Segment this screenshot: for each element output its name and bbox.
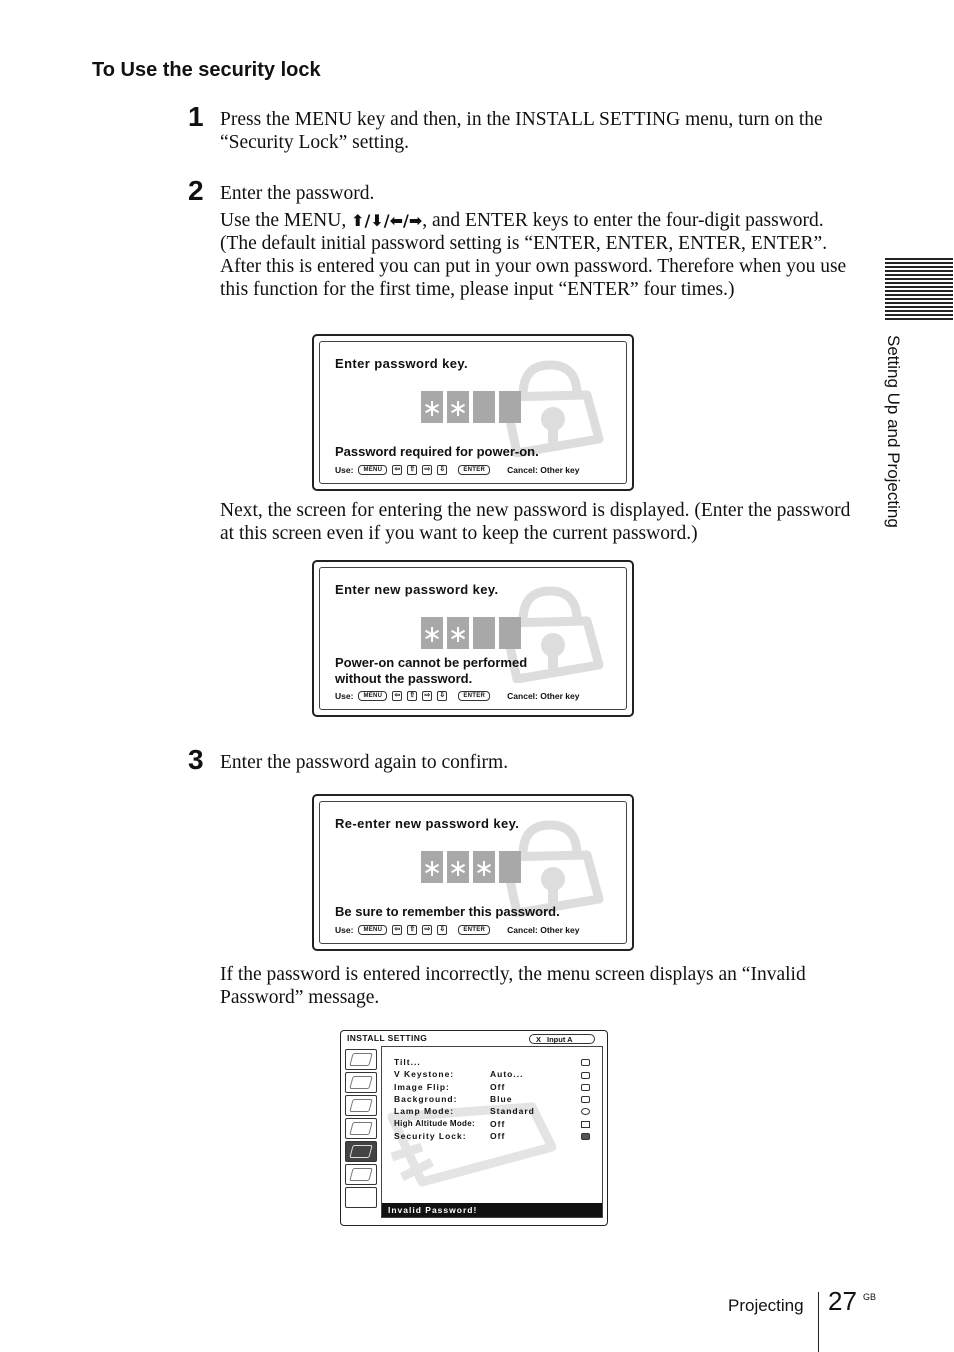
menu-row-high-altitude[interactable] xyxy=(394,1119,505,1129)
side-tab xyxy=(875,335,905,555)
input-icon: X xyxy=(536,1035,542,1044)
use-bar xyxy=(335,465,579,475)
menu-pane xyxy=(381,1046,603,1218)
step-3-text: Enter the password again to confirm. xyxy=(220,752,509,773)
up-arrow-icon: ⇧ xyxy=(407,925,417,935)
use-label: Use: xyxy=(335,691,354,701)
row-value: Off xyxy=(490,1082,506,1092)
password-digit xyxy=(473,391,495,423)
use-bar xyxy=(335,691,579,701)
lock-icon xyxy=(581,1133,590,1140)
password-screen-2 xyxy=(312,560,634,717)
invalid-paragraph: If the password is entered incorrectly, the menu screen displays an “Invalid Password” message. xyxy=(220,964,806,1008)
password-digit: ∗ xyxy=(421,851,443,883)
password-digit xyxy=(499,617,521,649)
down-arrow-icon: ⇩ xyxy=(437,465,447,475)
enter-key: ENTER xyxy=(458,465,490,475)
row-value: Off xyxy=(490,1131,506,1141)
right-arrow-icon: ⇨ xyxy=(422,691,432,701)
menu-row-security-lock[interactable] xyxy=(394,1131,505,1141)
footer-divider xyxy=(818,1292,819,1352)
arrow-keys-icon: ⬆/⬇/⬅/➡ xyxy=(351,211,423,230)
password-digit: ∗ xyxy=(421,617,443,649)
menu-row-v-keystone[interactable] xyxy=(394,1069,523,1079)
password-digit: ∗ xyxy=(421,391,443,423)
message-line-1: Power-on cannot be performed xyxy=(335,655,528,670)
altitude-icon xyxy=(581,1121,590,1128)
step-3-number: 3 xyxy=(188,744,204,775)
password-keys xyxy=(421,391,521,423)
left-arrow-icon: ⇦ xyxy=(392,465,402,475)
row-value: Blue xyxy=(490,1094,513,1104)
section-tab-stripes xyxy=(885,258,953,322)
left-arrow-icon: ⇦ xyxy=(392,925,402,935)
tilt-icon xyxy=(581,1059,590,1066)
password-keys xyxy=(421,851,521,883)
down-arrow-icon: ⇩ xyxy=(437,925,447,935)
row-value: Auto... xyxy=(490,1069,524,1079)
status-bar: Invalid Password! xyxy=(382,1203,602,1217)
menu-title: INSTALL SETTING xyxy=(347,1033,428,1043)
step-2-text: Enter the password. xyxy=(220,183,375,204)
row-label: High Altitude Mode: xyxy=(394,1119,475,1128)
screen-title: Enter password key. xyxy=(335,356,469,371)
right-arrow-icon: ⇨ xyxy=(422,465,432,475)
menu-row-image-flip[interactable] xyxy=(394,1082,505,1092)
keystone-icon xyxy=(581,1072,590,1079)
screen-title: Re-enter new password key. xyxy=(335,816,520,831)
background-icon xyxy=(581,1096,590,1103)
menu-row-background[interactable] xyxy=(394,1094,512,1104)
side-tab-label: Setting Up and Projecting xyxy=(884,335,903,528)
step-2-detail-suffix: , and ENTER keys to enter the four-digit password. (The default initial password setting is “ENTER, ENTER, ENTER, ENTER”. After this is entered you can put in your own password. Therefore when you use this function for the first time, please input “ENTER” four times.) xyxy=(220,210,847,300)
step-2-number: 2 xyxy=(188,175,204,206)
tab-picture-icon[interactable] xyxy=(345,1049,377,1070)
menu-key: MENU xyxy=(358,925,387,935)
screen-message xyxy=(335,904,560,920)
step-2-detail-prefix: Use the MENU, xyxy=(220,210,352,231)
cancel-hint: Cancel: Other key xyxy=(507,465,580,475)
password-digit xyxy=(499,391,521,423)
lamp-icon xyxy=(581,1108,590,1115)
password-digit: ∗ xyxy=(473,851,495,883)
password-screen-1 xyxy=(312,334,634,491)
use-label: Use: xyxy=(335,465,354,475)
message-line-1: Be sure to remember this password. xyxy=(335,904,560,919)
step-1-text: Press the MENU key and then, in the INSTALL SETTING menu, turn on the “Security Lock” setting. xyxy=(220,109,823,153)
cancel-hint: Cancel: Other key xyxy=(507,925,580,935)
password-digit: ∗ xyxy=(447,617,469,649)
row-label: Background: xyxy=(394,1094,458,1104)
row-label: Tilt... xyxy=(394,1057,421,1067)
enter-key: ENTER xyxy=(458,925,490,935)
install-setting-menu xyxy=(340,1030,608,1226)
use-bar xyxy=(335,925,579,935)
password-digit: ∗ xyxy=(447,391,469,423)
footer-section-label: Projecting xyxy=(728,1296,804,1315)
tab-menu-setting-icon[interactable] xyxy=(345,1118,377,1139)
input-indicator xyxy=(529,1034,595,1044)
down-arrow-icon: ⇩ xyxy=(437,691,447,701)
left-arrow-icon: ⇦ xyxy=(392,691,402,701)
step-2-detail xyxy=(220,209,860,301)
menu-key: MENU xyxy=(358,691,387,701)
row-label: Lamp Mode: xyxy=(394,1106,455,1116)
section-heading: To Use the security lock xyxy=(92,59,321,81)
page-number: 27 xyxy=(828,1286,857,1316)
row-value: Standard xyxy=(490,1106,535,1116)
enter-key: ENTER xyxy=(458,691,490,701)
next-screen-paragraph: Next, the screen for entering the new password is displayed. (Enter the password at this screen even if you want to keep the current password.) xyxy=(220,500,851,544)
tab-screen-icon[interactable] xyxy=(345,1072,377,1093)
password-screen-3 xyxy=(312,794,634,951)
message-line-1: Password required for power-on. xyxy=(335,444,539,459)
password-digit: ∗ xyxy=(447,851,469,883)
screen-title: Enter new password key. xyxy=(335,582,499,597)
tab-information-icon[interactable] xyxy=(345,1164,377,1185)
cancel-hint: Cancel: Other key xyxy=(507,691,580,701)
row-label: V Keystone: xyxy=(394,1069,455,1079)
image-flip-icon xyxy=(581,1084,590,1091)
use-label: Use: xyxy=(335,925,354,935)
password-digit xyxy=(499,851,521,883)
up-arrow-icon: ⇧ xyxy=(407,691,417,701)
menu-key: MENU xyxy=(358,465,387,475)
row-label: Image Flip: xyxy=(394,1082,450,1092)
tab-install-setting-icon[interactable] xyxy=(345,1141,377,1162)
page-language-suffix: GB xyxy=(863,1292,877,1302)
screen-message xyxy=(335,444,539,460)
row-label: Security Lock: xyxy=(394,1131,467,1141)
password-keys xyxy=(421,617,521,649)
screen-message xyxy=(335,655,527,687)
input-label: Input A xyxy=(547,1035,573,1044)
message-line-2: without the password. xyxy=(335,671,473,686)
row-value: Off xyxy=(490,1119,506,1129)
up-arrow-icon: ⇧ xyxy=(407,465,417,475)
password-digit xyxy=(473,617,495,649)
step-1-number: 1 xyxy=(188,101,204,132)
menu-tabs xyxy=(345,1049,377,1210)
menu-row-lamp-mode[interactable] xyxy=(394,1106,535,1116)
menu-row-tilt[interactable] xyxy=(394,1057,490,1067)
tab-blank[interactable] xyxy=(345,1187,377,1208)
tab-setup-icon[interactable] xyxy=(345,1095,377,1116)
right-arrow-icon: ⇨ xyxy=(422,925,432,935)
